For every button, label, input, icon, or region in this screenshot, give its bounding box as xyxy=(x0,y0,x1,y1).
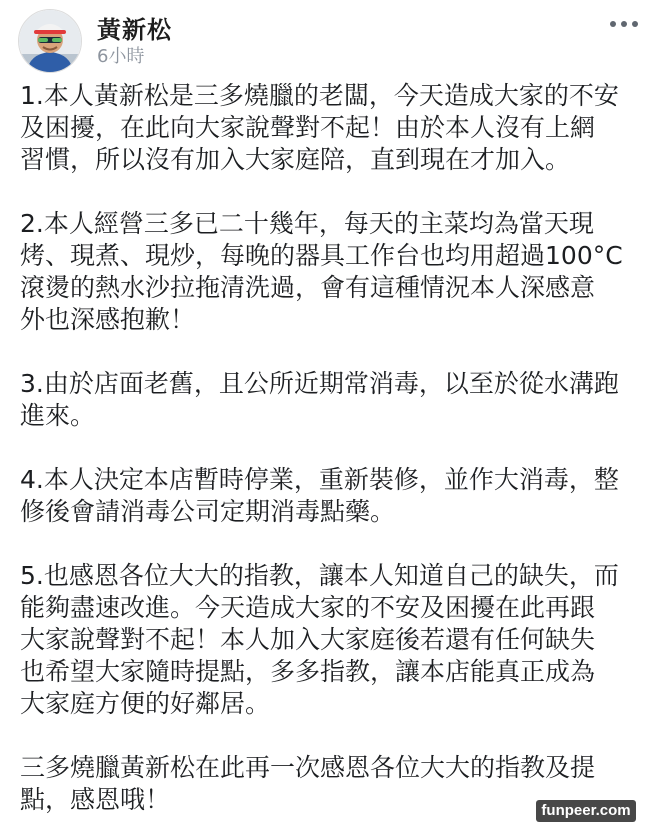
more-horizontal-icon xyxy=(621,21,627,27)
post-paragraph: 4.本人決定本店暫時停業，重新裝修，並作大消毒，整 修後會請消毒公司定期消毒點藥。 xyxy=(20,465,619,526)
watermark: funpeer.com xyxy=(536,800,636,822)
author-name[interactable]: 黃新松 xyxy=(97,16,172,44)
avatar-photo xyxy=(19,10,81,72)
post-paragraph: 3.由於店面老舊，且公所近期常消毒，以至於從水溝跑 進來。 xyxy=(20,369,619,430)
post-timestamp[interactable]: 6小時 xyxy=(97,46,145,67)
post-header xyxy=(0,0,656,78)
more-horizontal-icon xyxy=(632,21,638,27)
avatar[interactable] xyxy=(18,9,82,73)
more-options-button[interactable] xyxy=(610,14,638,34)
post-paragraph: 三多燒臘黃新松在此再一次感恩各位大大的指教及提 點，感恩哦！ xyxy=(20,753,596,814)
post-paragraph: 5.也感恩各位大大的指教，讓本人知道自己的缺失，而 能夠盡速改進。今天造成大家的不安及困擾在此再跟 大家說聲對不起！本人加入大家庭後若還有任何缺失 也希望大家隨時提點，多多指教，讓本店能真正成為 大家庭方便的好鄰居。 xyxy=(20,561,619,718)
post-paragraph: 1.本人黃新松是三多燒臘的老闆，今天造成大家的不安 及困擾，在此向大家說聲對不起！由於本人沒有上網 習慣，所以沒有加入大家庭陪，直到現在才加入。 xyxy=(20,81,619,174)
more-horizontal-icon xyxy=(610,21,616,27)
post-paragraph: 2.本人經營三多已二十幾年，每天的主菜均為當天現 烤、現煮、現炒，每晚的器具工作台也均用超過100°C 滾燙的熱水沙拉拖清洗過，會有這種情況本人深感意 外也深感抱歉！ xyxy=(20,209,623,334)
post-body xyxy=(20,80,644,816)
